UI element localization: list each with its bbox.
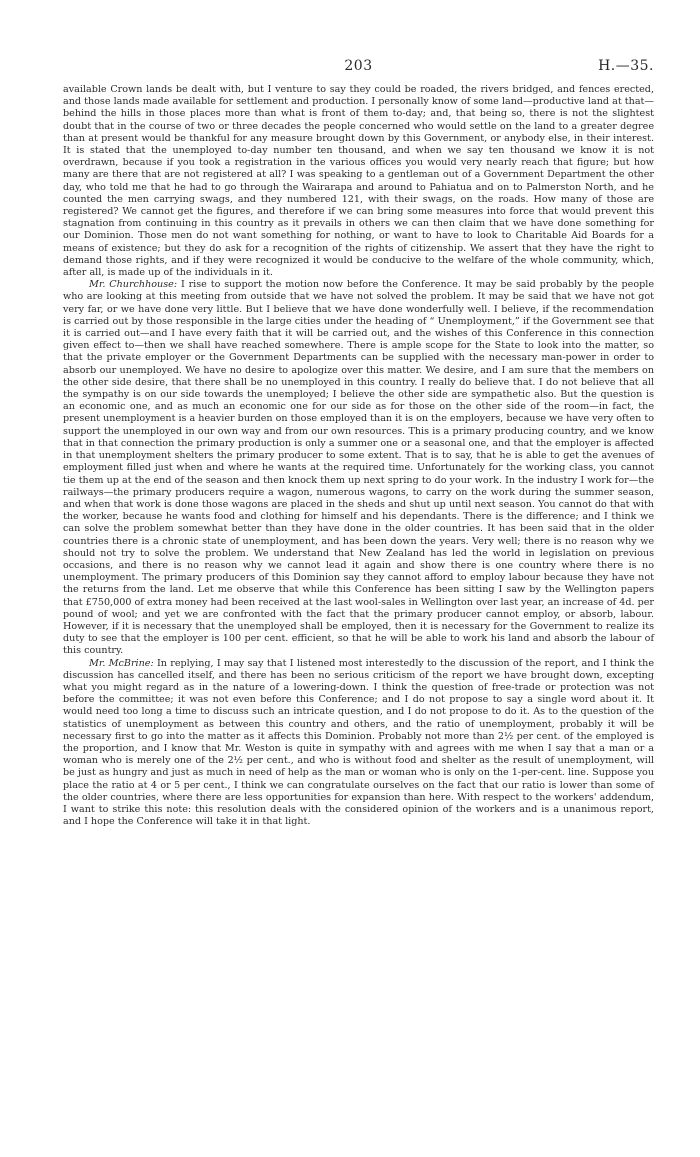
paragraph-text: available Crown lands be dealt with, but I venture to say they could be roaded, the rivers bridged, and fences erected, and those lands made available for settlement and production. I personally know of some land—productive land at that—behind the hills in those places more than what is front of them to-day; and, that being so, there is not the slightest doubt that in the course of two or three decades the people concerned who would settle on the land to a greater degree than at present would be thankful for any measure brought down by this Government, or anybody else, in their interest. It is stated that the unemployed to-day number ten thousand, and when we say ten thousand we know it is not overdrawn, because if you took a registration in the various offices you would very nearly reach that figure; but how many are there that are not registered at all? I was speaking to a gentleman out of a Government Department the other day, who told me that he had to go through the Wairarapa and around to Pahiatua and on to Palmerston North, and he counted the men carrying swags, and they numbered 121, with their swags, on the roads. How many of those are registered? We cannot get the figures, and therefore if we can bring some measures into force that would prevent this stagnation from continuing in this country as it prevails in others we can then claim that we have done something for our Dominion. Those men do not want something for nothing, or want to have to look to Charitable Aid Boards for a means of existence; but they do ask for a recognition of the rights of citizenship. We assert that they have the right to demand those rights, and if they were recognized it would be conducive to the welfare of the whole community, which, after all, is made up of the individuals in it. (63, 84, 654, 279)
page-header (63, 58, 654, 78)
document-reference: H.—35. (598, 58, 654, 74)
paragraph-text: I rise to support the motion now before the Conference. It may be said probably by the people who are looking at this meeting from outside that we have not solved the problem. It may be said that we have not got very far, or we have done very little. But I believe that we have done wonderfully well. I believe, if the recommendation is carried out by those responsible in the large cities under the heading of “ Unemployment,” if the Government see that it is carried out—and I have every faith that it will be carried out, and the wishes of this Conference in this connection given effect to—then we shall have reached somewhere. There is ample scope for the State to look into the matter, so that the private employer or the Government Departments can be supplied with the necessary man-power in order to absorb our unemployed. We have no desire to apologize over this matter. We desire, and I am sure that the members on the other side desire, that there shall be no unemployed in this country. I really do believe that. I do not believe that all the sympathy is on our side towards the unemployed; I believe the other side are sympathetic also. But the question is an economic one, and as much an economic one for our side as for those on the other side of the room—in fact, the present unemployment is a heavier burden on those employed than it is on the employers, because we have very often to support the unemployed in our own way and from our own resources. This is a primary producing country, and we know that in that connection the primary production is only a summer one or a seasonal one, and that the employer is affected in that unemployment shelters the primary producer to some extent. That is to say, that he is able to get the avenues of employment filled just when and where he wants at the required time. Unfortunately for the working class, you cannot tie them up at the end of the season and then knock them up next spring to do your work. In the industry I work for—the railways—the primary producers require a wagon, numerous wagons, to carry on the work during the summer season, and when that work is done those wagons are placed in the sheds and shut up until next season. You cannot do that with the worker, because he wants food and clothing for himself and his dependants. There is the difference; and I think we can solve the problem somewhat better than they have done in the older countries. It has been said that in the older countries there is a chronic state of unemployment, and has been down the years. Very well; there is no reason why we should not try to solve the problem. We understand that New Zealand has led the world in legislation on previous occasions, and there is no reason why we cannot lead it again and show there is one country where there is no unemployment. The primary producers of this Dominion say they cannot afford to employ labour because they have not the returns from the land. Let me observe that while this Conference has been sitting I saw by the Wellington papers that £750,000 of extra money had been received at the last wool-sales in Wellington over last year, an increase of 4d. per pound of wool; and yet we are confronted with the fact that the primary producer cannot employ, or absorb, labour. However, if it is necessary that the unemployed shall be employed, then it is necessary for the Government to realize its duty to see that the employer is 100 per cent. efficient, so that he will be able to work his land and absorb the labour of this country. (63, 279, 654, 657)
page-number: 203 (344, 58, 373, 74)
speaker-name: Mr. Churchhouse: (89, 279, 178, 291)
speaker-name: Mr. McBrine: (89, 657, 154, 669)
paragraph-churchhouse (63, 279, 654, 657)
body-text (63, 84, 654, 828)
paragraph-continuation (63, 84, 654, 279)
paragraph-mcbrine (63, 658, 654, 829)
paragraph-text: In replying, I may say that I listened most interestedly to the discussion of the report, and I think the discussion has cancelled itself, and there has been no serious criticism of the report we have brought down, excepting what you might regard as in the nature of a lowering-down. I think the question of free-trade or protection was not before the committee; it was not even before this Conference; and I do not propose to say a single word about it. It would need too long a time to discuss such an intricate question, and I do not propose to do it. As to the question of the statistics of unemployment as between this country and others, and the ratio of unemployment, probably it will be necessary first to go into the matter as it affects this Dominion. Probably not more than 2½ per cent. of the employed is the proportion, and I know that Mr. Weston is quite in sympathy with and agrees with me when I say that a man or a woman who is merely one of the 2½ per cent., and who is without food and shelter as the result of unemployment, will be just as hungry and just as much in need of help as the man or woman who is only on the 1-per-cent. line. Suppose you place the ratio at 4 or 5 per cent., I think we can congratulate ourselves on the fact that our ratio is lower than some of the older countries, where there are less opportunities for expansion than here. With respect to the workers' addendum, I want to strike this note: this resolution deals with the considered opinion of the workers and is a unanimous report, and I hope the Conference will take it in that light. (63, 657, 654, 828)
